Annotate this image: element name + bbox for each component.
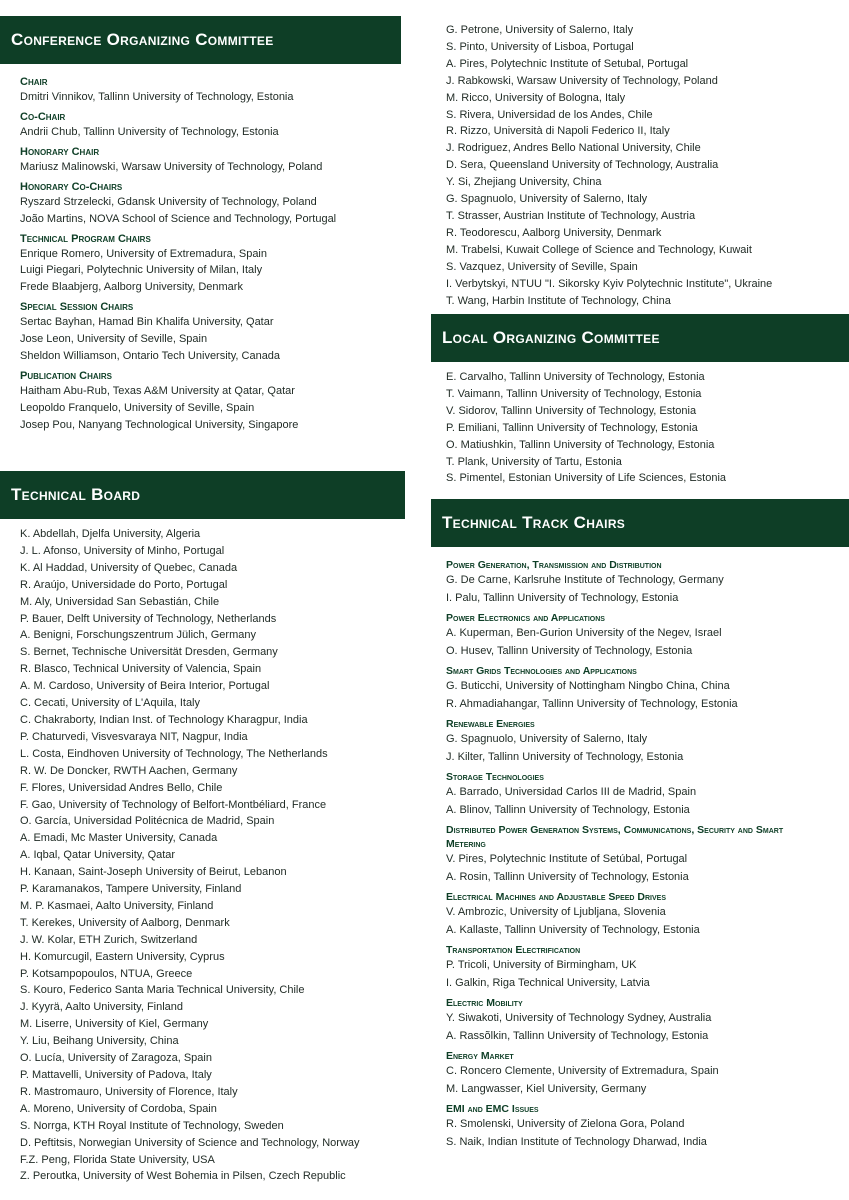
board-member: J. Kyyrä, Aalto University, Finland [20, 1001, 184, 1014]
committee-member: Sheldon Williamson, Ontario Tech University, Canada [20, 350, 281, 363]
board-member: J. Rodriguez, Andres Bello National University, Chile [446, 142, 701, 155]
local-committee-list [446, 369, 846, 487]
board-member: P. Mattavelli, University of Padova, Italy [20, 1069, 212, 1081]
board-member: G. Spagnuolo, University of Salerno, Italy [446, 193, 648, 206]
board-member: K. Al Haddad, University of Quebec, Canada [20, 561, 238, 574]
board-member: T. Wang, Harbin Institute of Technology, China [446, 294, 671, 307]
board-member: P. Karamanakos, Tampere University, Finland [20, 883, 242, 896]
committee-member: Jose Leon, University of Seville, Spain [20, 333, 208, 346]
track-chair: P. Tricoli, University of Birmingham, UK [446, 959, 637, 971]
track-chair: V. Pires, Polytechnic Institute of Setúbal, Portugal [446, 853, 688, 865]
track-chair: Y. Siwakoti, University of Technology Sydney, Australia [446, 1012, 712, 1024]
committee-member: Leopoldo Franquelo, University of Seville, Spain [20, 401, 255, 414]
track-heading: Power Electronics and Applications [446, 612, 605, 624]
board-member: A. Iqbal, Qatar University, Qatar [20, 849, 176, 862]
local-member: P. Emiliani, Tallinn University of Technology, Estonia [446, 421, 698, 434]
local-member: T. Vaimann, Tallinn University of Technology, Estonia [446, 387, 702, 400]
board-member: T. Kerekes, University of Aalborg, Denmark [20, 916, 230, 929]
board-member: P. Chaturvedi, Visvesvaraya NIT, Nagpur, India [20, 730, 248, 743]
board-member: F. Flores, Universidad Andres Bello, Chile [20, 781, 223, 794]
committee-role-heading: Honorary Co-Chairs [20, 180, 123, 193]
board-member: H. Kanaan, Saint-Joseph University of Beirut, Lebanon [20, 866, 287, 879]
committee-member: João Martins, NOVA School of Science and Technology, Portugal [20, 212, 337, 225]
track-heading: Renewable Energies [446, 718, 535, 730]
board-member: R. Blasco, Technical University of Valencia, Spain [20, 663, 262, 676]
board-member: A. Benigni, Forschungszentrum Jülich, Germany [20, 629, 256, 642]
board-member: R. Teodorescu, Aalborg University, Denmark [446, 226, 662, 239]
committee-member: Sertac Bayhan, Hamad Bin Khalifa University, Qatar [20, 316, 274, 329]
board-member: J. W. Kolar, ETH Zurich, Switzerland [20, 933, 198, 946]
technical-board-banner: Technical Board [0, 471, 405, 519]
board-member: S. Kouro, Federico Santa Maria Technical University, Chile [20, 984, 305, 997]
board-member: F. Gao, University of Technology of Belfort-Montbéliard, France [20, 798, 327, 811]
board-member: M. Aly, Universidad San Sebastián, Chile [20, 595, 220, 608]
committee-role-heading: Technical Program Chairs [20, 232, 151, 245]
board-member: M. Trabelsi, Kuwait College of Science and Technology, Kuwait [446, 243, 752, 256]
track-chair: O. Husev, Tallinn University of Technology, Estonia [446, 644, 693, 657]
conference-committee-list [20, 75, 400, 434]
local-committee-banner: Local Organizing Committee [431, 314, 849, 362]
track-heading: Storage Technologies [446, 771, 544, 783]
track-chair: A. Blinov, Tallinn University of Technology, Estonia [446, 803, 690, 816]
board-member: M. Ricco, University of Bologna, Italy [446, 91, 626, 104]
track-chairs-banner: Technical Track Chairs [431, 499, 849, 547]
board-member: A. Moreno, University of Cordoba, Spain [20, 1102, 217, 1115]
board-member: P. Kotsampopoulos, NTUA, Greece [20, 967, 193, 980]
committee-role-heading: Honorary Chair [20, 145, 100, 158]
track-chair: I. Galkin, Riga Technical University, Latvia [446, 976, 650, 989]
committee-role-heading: Special Session Chairs [20, 301, 134, 314]
board-member: D. Peftitsis, Norwegian University of Science and Technology, Norway [20, 1136, 360, 1149]
track-chair: R. Ahmadiahangar, Tallinn University of Technology, Estonia [446, 697, 738, 710]
track-heading: Transportation Electrification [446, 944, 581, 956]
committee-member: Luigi Piegari, Polytechnic University of Milan, Italy [20, 264, 263, 277]
track-chair: M. Langwasser, Kiel University, Germany [446, 1082, 647, 1095]
board-member: F.Z. Peng, Florida State University, USA [20, 1153, 215, 1166]
track-chair: A. Kallaste, Tallinn University of Technology, Estonia [446, 923, 700, 936]
board-member: C. Cecati, University of L'Aquila, Italy [20, 697, 201, 710]
committee-member: Haitham Abu-Rub, Texas A&M University at Qatar, Qatar [20, 384, 295, 397]
track-chair: C. Roncero Clemente, University of Extremadura, Spain [446, 1065, 719, 1077]
committee-member: Dmitri Vinnikov, Tallinn University of Technology, Estonia [20, 91, 294, 103]
board-member: R. W. De Doncker, RWTH Aachen, Germany [20, 764, 238, 777]
board-member: S. Norrga, KTH Royal Institute of Technology, Sweden [20, 1119, 284, 1132]
track-chair: J. Kilter, Tallinn University of Technology, Estonia [446, 750, 684, 763]
track-chair: S. Naik, Indian Institute of Technology Dharwad, India [446, 1135, 707, 1148]
conference-committee-banner: Conference Organizing Committee [0, 16, 401, 64]
track-heading: Electric Mobility [446, 997, 523, 1009]
board-member: Y. Si, Zhejiang University, China [446, 176, 602, 189]
board-member: O. García, Universidad Politécnica de Madrid, Spain [20, 815, 275, 828]
track-chairs-list [446, 558, 846, 1151]
track-heading: Electrical Machines and Adjustable Speed Drives [446, 891, 666, 903]
track-chair: A. Rassõlkin, Tallinn University of Technology, Estonia [446, 1029, 709, 1042]
board-member: K. Abdellah, Djelfa University, Algeria [20, 528, 201, 540]
track-chair: G. De Carne, Karlsruhe Institute of Technology, Germany [446, 574, 724, 586]
board-member: A. M. Cardoso, University of Beira Interior, Portugal [20, 680, 270, 693]
board-member: R. Mastromauro, University of Florence, Italy [20, 1085, 238, 1098]
board-member: Z. Peroutka, University of West Bohemia in Pilsen, Czech Republic [20, 1170, 346, 1183]
committee-role-heading: Chair [20, 76, 48, 88]
board-member: R. Araújo, Universidade do Porto, Portugal [20, 578, 228, 591]
track-chair: A. Rosin, Tallinn University of Technology, Estonia [446, 870, 689, 883]
board-member: M. Liserre, University of Kiel, Germany [20, 1018, 209, 1031]
board-member: A. Pires, Polytechnic Institute of Setubal, Portugal [446, 57, 689, 70]
board-member: O. Lucía, University of Zaragoza, Spain [20, 1052, 212, 1065]
track-chair: V. Ambrozic, University of Ljubljana, Slovenia [446, 906, 666, 918]
board-member: G. Petrone, University of Salerno, Italy [446, 24, 634, 36]
board-member: D. Sera, Queensland University of Technology, Australia [446, 159, 719, 172]
board-member: S. Rivera, Universidad de los Andes, Chile [446, 108, 653, 121]
local-member: T. Plank, University of Tartu, Estonia [446, 455, 622, 468]
committee-member: Andrii Chub, Tallinn University of Technology, Estonia [20, 125, 279, 138]
board-member: J. L. Afonso, University of Minho, Portugal [20, 544, 225, 557]
technical-board-list [20, 526, 410, 1185]
local-member: V. Sidorov, Tallinn University of Technology, Estonia [446, 404, 697, 417]
board-member: Y. Liu, Beihang University, China [20, 1035, 179, 1048]
committee-role-heading: Publication Chairs [20, 369, 112, 382]
local-member: O. Matiushkin, Tallinn University of Technology, Estonia [446, 438, 715, 451]
track-chair: R. Smolenski, University of Zielona Gora, Poland [446, 1118, 685, 1130]
board-member: J. Rabkowski, Warsaw University of Technology, Poland [446, 74, 718, 87]
local-member: E. Carvalho, Tallinn University of Technology, Estonia [446, 371, 705, 383]
committee-member: Frede Blaabjerg, Aalborg University, Denmark [20, 281, 243, 294]
committee-member: Ryszard Strzelecki, Gdansk University of Technology, Poland [20, 195, 317, 208]
board-member: P. Bauer, Delft University of Technology, Netherlands [20, 612, 277, 625]
committee-role-heading: Co-Chair [20, 110, 66, 123]
board-member: M. P. Kasmaei, Aalto University, Finland [20, 899, 214, 912]
board-member: S. Pinto, University of Lisboa, Portugal [446, 40, 634, 53]
board-member: I. Verbytskyi, NTUU "I. Sikorsky Kyiv Polytechnic Institute", Ukraine [446, 277, 773, 290]
technical-board-list-continued [446, 22, 846, 309]
track-chair: A. Kuperman, Ben-Gurion University of the Negev, Israel [446, 627, 722, 639]
track-chair: G. Spagnuolo, University of Salerno, Italy [446, 733, 648, 745]
track-heading: EMI and EMC Issues [446, 1103, 539, 1115]
board-member: R. Rizzo, Università di Napoli Federico II, Italy [446, 125, 670, 138]
local-member: S. Pimentel, Estonian University of Life Sciences, Estonia [446, 472, 727, 485]
committee-member: Enrique Romero, University of Extremadura, Spain [20, 247, 267, 260]
track-heading: Energy Market [446, 1050, 514, 1062]
track-heading: Distributed Power Generation Systems, Communications, Security and Smart Metering [446, 824, 784, 850]
board-member: S. Bernet, Technische Universität Dresden, Germany [20, 646, 278, 659]
track-chair: I. Palu, Tallinn University of Technology, Estonia [446, 591, 679, 604]
board-member: S. Vazquez, University of Seville, Spain [446, 260, 638, 273]
board-member: C. Chakraborty, Indian Inst. of Technology Kharagpur, India [20, 713, 308, 726]
track-heading: Power Generation, Transmission and Distribution [446, 559, 662, 571]
committee-member: Josep Pou, Nanyang Technological University, Singapore [20, 418, 299, 431]
board-member: A. Emadi, Mc Master University, Canada [20, 832, 218, 845]
track-chair: A. Barrado, Universidad Carlos III de Madrid, Spain [446, 786, 697, 798]
board-member: H. Komurcugil, Eastern University, Cyprus [20, 950, 225, 963]
board-member: T. Strasser, Austrian Institute of Technology, Austria [446, 209, 696, 222]
board-member: L. Costa, Eindhoven University of Technology, The Netherlands [20, 747, 328, 760]
track-chair: G. Buticchi, University of Nottingham Ningbo China, China [446, 680, 730, 692]
committee-member: Mariusz Malinowski, Warsaw University of Technology, Poland [20, 160, 323, 173]
track-heading: Smart Grids Technologies and Applications [446, 665, 637, 677]
